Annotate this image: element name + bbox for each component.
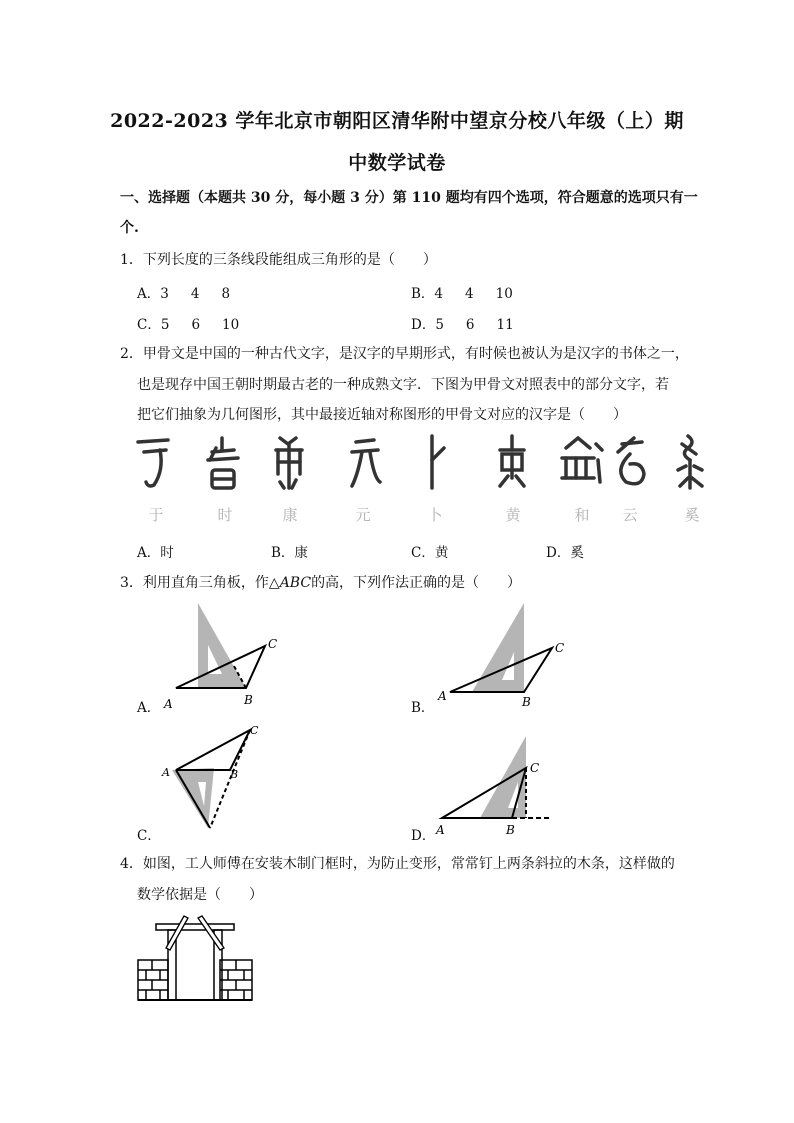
q2-stem-line2: 也是现存中国王朝时期最古老的一种成熟文字．下图为甲骨文对照表中的部分文字，若 <box>137 377 669 393</box>
glyph-caption-9: 奚 <box>684 506 700 524</box>
q3-stem-triangle: △ABC <box>268 575 312 591</box>
q1-a-val3: 8 <box>221 286 231 302</box>
glyph-caption-8: 云 <box>622 506 638 524</box>
q3b-point-c: C <box>555 641 565 655</box>
exam-title-line2: 中数学试卷 <box>348 152 446 174</box>
q4-stem-line1: 4．如图，工人师傅在安装木制门框时，为防止变形，常常钉上两条斜拉的木条，这样做的 <box>120 856 675 872</box>
q1-option-c[interactable] <box>137 313 239 333</box>
q3c-point-b: B <box>230 768 239 781</box>
oracle-glyph-yu-icon <box>138 440 168 486</box>
glyph-caption-5: 卜 <box>427 506 443 524</box>
q3-figure-a <box>160 600 290 715</box>
q3b-point-a: A <box>438 689 447 703</box>
q1-stem: 1．下列长度的三条线段能组成三角形的是（ ） <box>120 252 437 268</box>
q1-b-val1: 4 <box>434 286 444 302</box>
q3-stem-pre: 3．利用直角三角板，作 <box>120 575 269 591</box>
q3-option-c[interactable]: C． <box>137 828 161 844</box>
q4-door-frame-figure <box>136 910 256 1005</box>
q4-stem-line2: 数学依据是（ ） <box>137 887 263 903</box>
q3-figure-c <box>158 720 278 835</box>
oracle-bone-glyph-table <box>130 430 730 530</box>
q2-stem-line3: 把它们抽象为几何图形，其中最接近轴对称图形的甲骨文对应的汉字是（ ） <box>137 407 627 423</box>
section-heading-cont: 个. <box>120 220 139 236</box>
q1-d-val2: 6 <box>465 317 475 333</box>
q2-option-c[interactable]: C．黄 <box>411 545 449 561</box>
oracle-glyph-yuan-icon <box>352 440 380 486</box>
glyph-caption-6: 黄 <box>505 506 521 524</box>
oracle-glyph-shi-icon <box>208 438 238 488</box>
q3a-point-c: C <box>268 637 278 651</box>
oracle-glyph-huang-icon <box>500 436 524 486</box>
q3b-point-b: B <box>522 695 531 709</box>
q3d-point-b: B <box>506 823 515 837</box>
oracle-glyph-bu-icon <box>432 436 444 488</box>
q1-b-val2: 4 <box>465 286 474 302</box>
q3d-point-a: A <box>436 823 445 837</box>
q3a-point-a: A <box>164 697 173 711</box>
q2-stem-line1: 2．甲骨文是中国的一种古代文字，是汉字的早期形式，有时候也被认为是汉字的书体之一， <box>120 346 689 362</box>
q3-option-b[interactable]: B． <box>411 700 435 716</box>
q1-c-val3: 10 <box>222 317 240 333</box>
oracle-glyph-kang-icon <box>276 438 302 488</box>
oracle-glyph-yun-icon <box>618 438 644 484</box>
section-heading: 一、选择题（本题共 30 分，每小题 3 分）第 110 题均有四个选项，符合题意的选项只有一 <box>120 190 698 206</box>
q2-option-b[interactable]: B．康 <box>271 545 308 561</box>
q3-stem <box>120 572 521 592</box>
q1-b-val3: 10 <box>495 286 513 302</box>
q3c-point-a: A <box>162 766 170 779</box>
glyph-caption-3: 康 <box>282 506 298 524</box>
exam-title-line1: 2022-2023 学年北京市朝阳区清华附中望京分校八年级（上）期 <box>110 110 684 132</box>
oracle-glyph-xi-icon <box>678 436 702 488</box>
q1-d-val3: 11 <box>496 317 514 333</box>
q3c-point-c: C <box>250 724 259 737</box>
q1-d-val1: 5 <box>435 317 444 333</box>
q3a-point-b: B <box>244 693 253 707</box>
q2-option-a[interactable]: A．时 <box>137 545 174 561</box>
q3-stem-post: 的高，下列作法正确的是（ ） <box>311 575 522 591</box>
q1-option-a-label: A． <box>137 286 161 302</box>
q3d-point-c: C <box>530 761 540 775</box>
glyph-caption-1: 于 <box>148 506 164 524</box>
glyph-caption-4: 元 <box>355 506 371 524</box>
q1-c-val1: 5 <box>160 317 170 333</box>
q3-figure-b <box>432 600 582 715</box>
q3-option-a[interactable]: A． <box>137 700 161 716</box>
q1-option-c-label: C． <box>137 317 161 333</box>
q1-option-d[interactable] <box>411 313 514 333</box>
q1-option-b[interactable] <box>411 282 513 302</box>
q2-option-d[interactable]: D．奚 <box>546 545 584 561</box>
oracle-glyph-he-icon <box>562 438 602 482</box>
q1-a-val2: 4 <box>190 286 200 302</box>
q3-option-d[interactable]: D． <box>411 828 436 844</box>
q1-c-val2: 6 <box>191 317 201 333</box>
q1-option-a[interactable] <box>137 282 230 302</box>
glyph-caption-7: 和 <box>574 506 590 524</box>
q1-a-val1: 3 <box>160 286 169 302</box>
q3-figure-d <box>432 732 562 842</box>
glyph-caption-2: 时 <box>217 506 233 524</box>
q1-option-d-label: D． <box>411 317 436 333</box>
q1-option-b-label: B． <box>411 286 435 302</box>
